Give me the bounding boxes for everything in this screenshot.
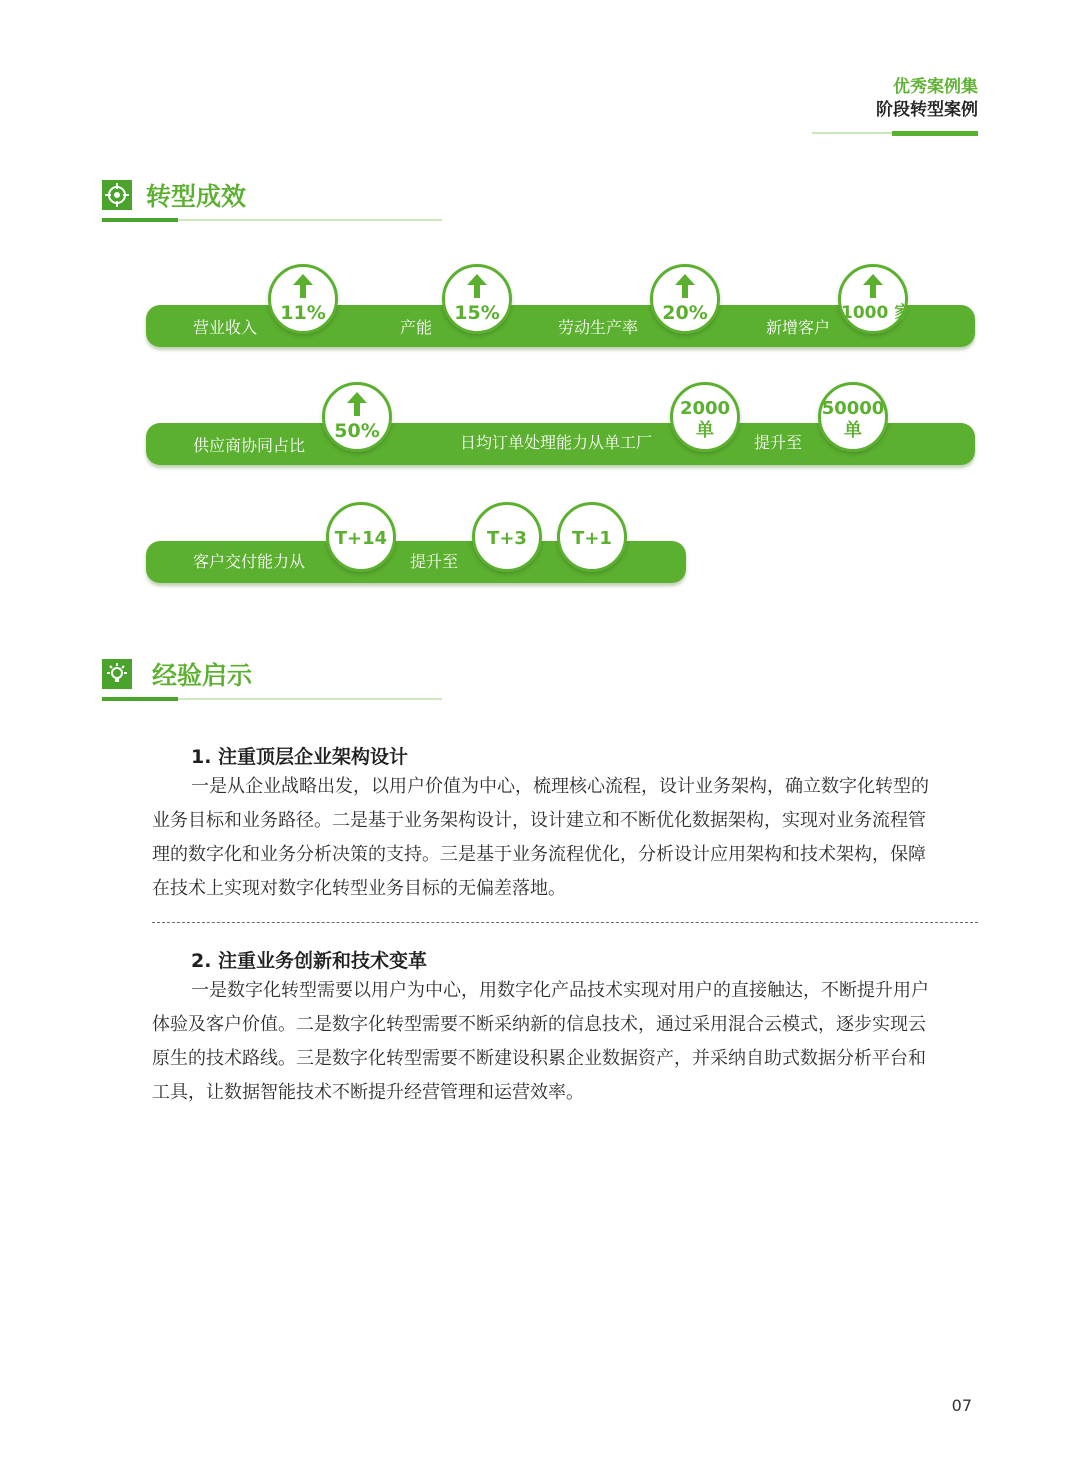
metric-label-supplier: 供应商协同占比 (193, 436, 306, 455)
lightbulb-icon (102, 659, 132, 689)
metric-circle-customers (838, 264, 912, 334)
metric-label-customers: 新增客户 (766, 318, 831, 337)
metric-value-customers: 1000 家 (841, 303, 912, 323)
section-rule (102, 697, 442, 701)
delivery-to-a-value: T+3 (487, 528, 527, 549)
header-rule (812, 131, 978, 136)
section-rule (102, 218, 442, 222)
header-series: 优秀案例集 (893, 77, 978, 97)
lesson-2-title: 2. 注重业务创新和技术变革 (191, 950, 428, 972)
metric-circle-supplier (322, 382, 392, 452)
section-title: 经验启示 (152, 661, 253, 690)
up-arrow-icon (863, 274, 883, 298)
metric-value-labor: 20% (662, 302, 708, 324)
delivery-from-value: T+14 (334, 528, 388, 549)
delivery-mid-label: 提升至 (410, 552, 459, 571)
lesson-1-body: 一是从企业战略出发，以用户价值为中心，梳理核心流程，设计业务架构，确立数字化转型的 业务目标和业务路径。二是基于业务架构设计，设计建立和不断优化数据架构，实现对业务流程管 理的数字化和业务分析决策的支持。三是基于业务流程优化，分析设计应用架构和技术架构，保障 在技术上实现对数字化转型业务目标的无偏差落地。 (152, 776, 929, 899)
metric-label-revenue: 营业收入 (193, 318, 258, 337)
page-header (876, 76, 978, 122)
metric-circle-capacity (442, 264, 512, 334)
up-arrow-icon (293, 274, 313, 298)
target-icon (102, 180, 132, 210)
metric-circle-revenue (268, 264, 338, 334)
header-subtitle: 阶段转型案例 (876, 100, 978, 120)
metric-label-delivery: 客户交付能力从 (193, 552, 306, 571)
up-arrow-icon (467, 274, 487, 298)
orders-mid-label: 提升至 (754, 433, 803, 452)
metric-value-capacity: 15% (454, 302, 500, 324)
metric-label-labor: 劳动生产率 (558, 318, 639, 337)
up-arrow-icon (675, 274, 695, 298)
metric-circle-delivery-to-a (472, 502, 542, 572)
lesson-2-body: 一是数字化转型需要以用户为中心，用数字化产品技术实现对用户的直接触达，不断提升用户 体验及客户价值。二是数字化转型需要不断采纳新的信息技术，通过采用混合云模式，逐步实现云 原生的技术路线。三是数字化转型需要不断建设积累企业数据资产，并采纳自助式数据分析平台和 工具，让数据智能技术不断提升经营管理和运营效率。 (152, 980, 929, 1103)
delivery-to-b-value: T+1 (572, 528, 612, 549)
metric-circle-labor (650, 264, 720, 334)
metric-label-capacity: 产能 (400, 318, 433, 337)
up-arrow-icon (347, 392, 367, 416)
metric-circle-delivery-to-b (557, 502, 627, 572)
metric-value-revenue: 11% (280, 302, 326, 324)
metric-label-orders: 日均订单处理能力从单工厂 (460, 433, 653, 452)
orders-to-value: 50000 单 (821, 398, 885, 441)
orders-from-value: 2000 单 (679, 398, 731, 441)
metric-circle-orders-to (818, 382, 888, 452)
metric-circle-orders-from (670, 382, 740, 452)
dashed-divider (152, 922, 978, 923)
page-number: 07 (951, 1396, 972, 1415)
metric-value-supplier: 50% (334, 420, 380, 442)
metric-circle-delivery-from (326, 502, 396, 572)
lesson-1-title: 1. 注重顶层企业架构设计 (191, 746, 409, 768)
section-title: 转型成效 (146, 182, 247, 211)
